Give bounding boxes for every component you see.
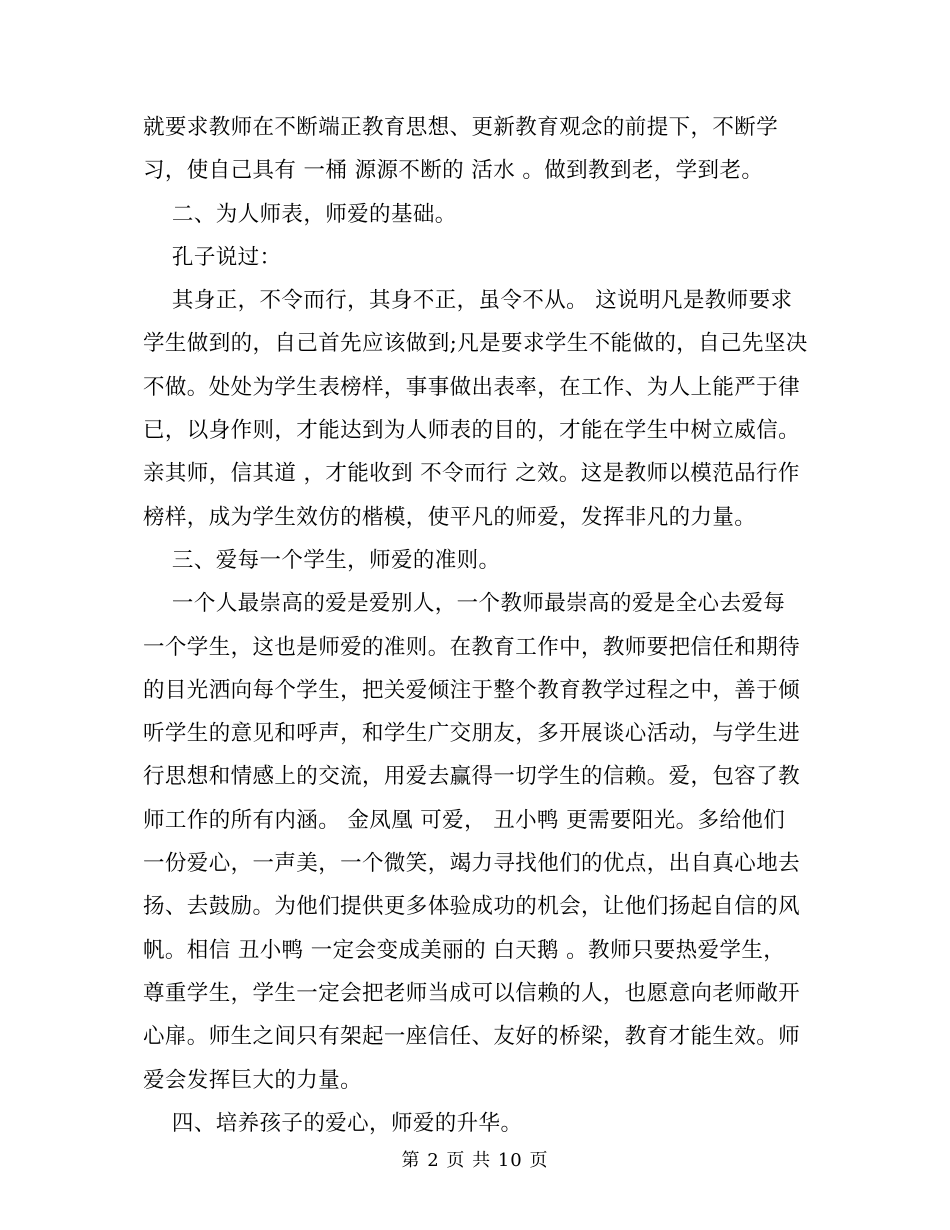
text-line: 三、爱每一个学生，师爱的准则。 bbox=[143, 547, 501, 573]
text-line: 一个学生，这也是师爱的准则。在教育工作中，教师要把信任和期待 bbox=[143, 634, 801, 660]
text-line: 行思想和情感上的交流，用爱去赢得一切学生的信赖。爱，包容了教 bbox=[143, 764, 801, 790]
text-line: 的目光洒向每个学生，把关爱倾注于整个教育教学过程之中，善于倾 bbox=[143, 677, 801, 703]
page-number-footer: 第 2 页 共 10 页 bbox=[401, 1150, 549, 1171]
text-line: 就要求教师在不断端正教育思想、更新教育观念的前提下，不断学 bbox=[143, 115, 779, 140]
text-line: 一份爱心，一声美，一个微笑，竭力寻找他们的优点，出自真心地去 bbox=[143, 851, 801, 877]
text-line: 听学生的意见和呼声，和学生广交朋友，多开展谈心活动，与学生进 bbox=[143, 721, 801, 747]
text-line: 孔子说过： bbox=[143, 244, 282, 270]
text-line: 尊重学生，学生一定会把老师当成可以信赖的人，也愿意向老师敞开 bbox=[143, 980, 801, 1006]
text-line: 一个人最崇高的爱是爱别人，一个教师最崇高的爱是全心去爱每 bbox=[143, 591, 786, 617]
document-body bbox=[143, 106, 813, 1145]
text-line: 亲其师，信其道 ，才能收到 不令而行 之效。这是教师以模范品行作 bbox=[143, 461, 800, 487]
text-line: 师工作的所有内涵。 金凤凰 可爱， 丑小鸭 更需要阳光。多给他们 bbox=[143, 807, 786, 833]
text-line: 心扉。师生之间只有架起一座信任、友好的桥梁，教育才能生效。师 bbox=[143, 1024, 801, 1050]
text-line: 四、培养孩子的爱心，师爱的升华。 bbox=[143, 1110, 523, 1136]
text-line: 其身正，不令而行，其身不正，虽令不从。 这说明凡是教师要求 bbox=[143, 288, 793, 314]
text-line: 二、为人师表，师爱的基础。 bbox=[143, 201, 457, 227]
text-line: 爱会发挥巨大的力量。 bbox=[143, 1067, 363, 1093]
text-line: 已，以身作则，才能达到为人师表的目的，才能在学生中树立威信。 bbox=[143, 418, 801, 444]
text-line: 不做。处处为学生表榜样，事事做出表率，在工作、为人上能严于律 bbox=[143, 374, 801, 400]
text-line: 帆。相信 丑小鸭 一定会变成美丽的 白天鹅 。教师只要热爱学生， bbox=[143, 937, 786, 963]
text-line: 学生做到的，自己首先应该做到;凡是要求学生不能做的，自己先坚决 bbox=[143, 331, 808, 357]
text-line: 扬、去鼓励。为他们提供更多体验成功的机会，让他们扬起自信的风 bbox=[143, 894, 801, 920]
text-line: 习，使自己具有 一桶 源源不断的 活水 。做到教到老，学到老。 bbox=[143, 158, 764, 184]
text-line: 榜样，成为学生效仿的楷模，使平凡的师爱，发挥非凡的力量。 bbox=[143, 504, 757, 530]
